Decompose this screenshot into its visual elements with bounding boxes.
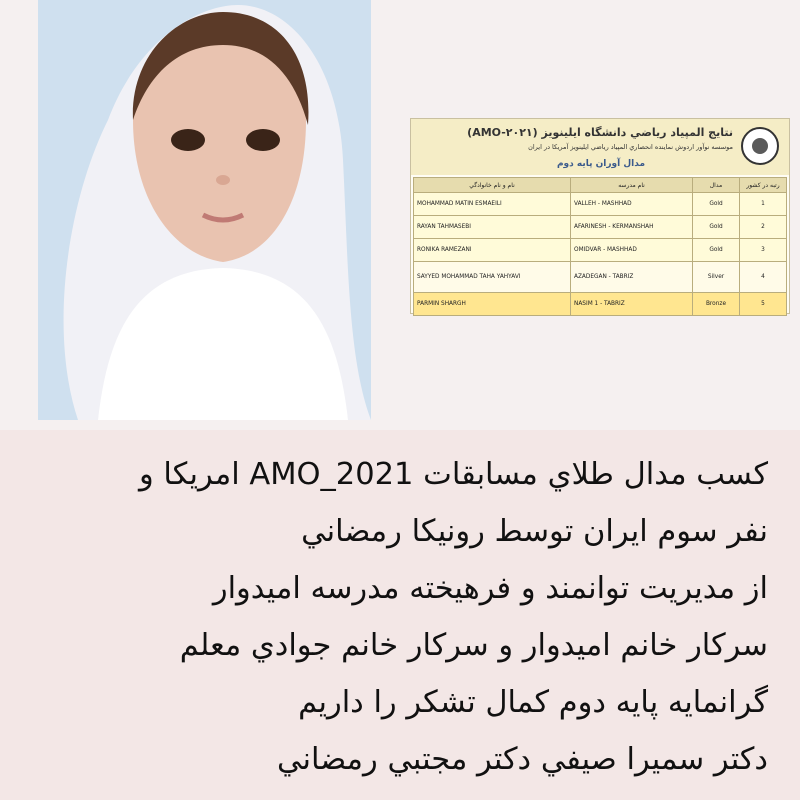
caption-text	[18, 446, 768, 788]
school-name: NASIM 1 - TABRIZ	[571, 293, 693, 316]
column-header-medal: مدال	[693, 178, 740, 193]
student-name: MOHAMMAD MATIN ESMAEILI	[414, 193, 571, 216]
school-name: AFARINESH - KERMANSHAH	[571, 216, 693, 239]
student-name: RONIKA RAMEZANI	[414, 239, 571, 262]
table-row	[414, 262, 787, 293]
table-header-row	[414, 178, 787, 193]
table-row	[414, 193, 787, 216]
caption-line-3: از مديريت توانمند و فرهيخته مدرسه اميدوار	[212, 571, 768, 606]
rank: 2	[740, 216, 787, 239]
medal: Gold	[693, 239, 740, 262]
portrait-illustration	[38, 0, 371, 420]
results-title: نتايج المپياد رياضي دانشگاه ايلينويز (AMO-۲۰۲۱)	[467, 126, 733, 139]
rank: 4	[740, 262, 787, 293]
table-row	[414, 239, 787, 262]
column-header-name: نام و نام خانوادگي	[414, 178, 571, 193]
olympiad-logo-icon	[741, 127, 779, 165]
results-table-image	[410, 118, 790, 314]
school-name: OMIDVAR - MASHHAD	[571, 239, 693, 262]
student-name: RAYAN TAHMASEBI	[414, 216, 571, 239]
results-subtitle: موسسه نوآور اردوش نماينده انحصاري المپياد رياضي ايلينويز آمريكا در ايران	[528, 143, 733, 151]
results-heading: مدال آوران پايه دوم	[556, 159, 646, 169]
results-header	[411, 119, 789, 175]
caption-line-2: نفر سوم ايران توسط رونيكا رمضاني	[301, 514, 768, 549]
student-name: PARMIN SHARGH	[414, 293, 571, 316]
table-row	[414, 216, 787, 239]
school-name: VALLEH - MASHHAD	[571, 193, 693, 216]
student-photo	[38, 0, 371, 420]
medal: Silver	[693, 262, 740, 293]
caption-line-1: كسب مدال طلاي مسابقات AMO_2021 امريكا و	[138, 457, 768, 492]
medal: Gold	[693, 193, 740, 216]
school-name: AZADEGAN - TABRIZ	[571, 262, 693, 293]
medal: Bronze	[693, 293, 740, 316]
caption-line-6: دكتر سميرا صيفي دكتر مجتبي رمضاني	[277, 742, 768, 777]
column-header-school: نام مدرسه	[571, 178, 693, 193]
rank: 3	[740, 239, 787, 262]
rank: 5	[740, 293, 787, 316]
caption-line-4: سركار خانم اميدوار و سركار خانم جوادي معلم	[179, 628, 768, 663]
rank: 1	[740, 193, 787, 216]
table-row	[414, 293, 787, 316]
results-table	[413, 177, 787, 316]
student-name: SAYYED MOHAMMAD TAHA YAHYAVI	[414, 262, 571, 293]
caption-line-5: گرانمايه پايه دوم كمال تشكر را داريم	[298, 685, 768, 720]
column-header-rank: رتبه در كشور	[740, 178, 787, 193]
medal: Gold	[693, 216, 740, 239]
